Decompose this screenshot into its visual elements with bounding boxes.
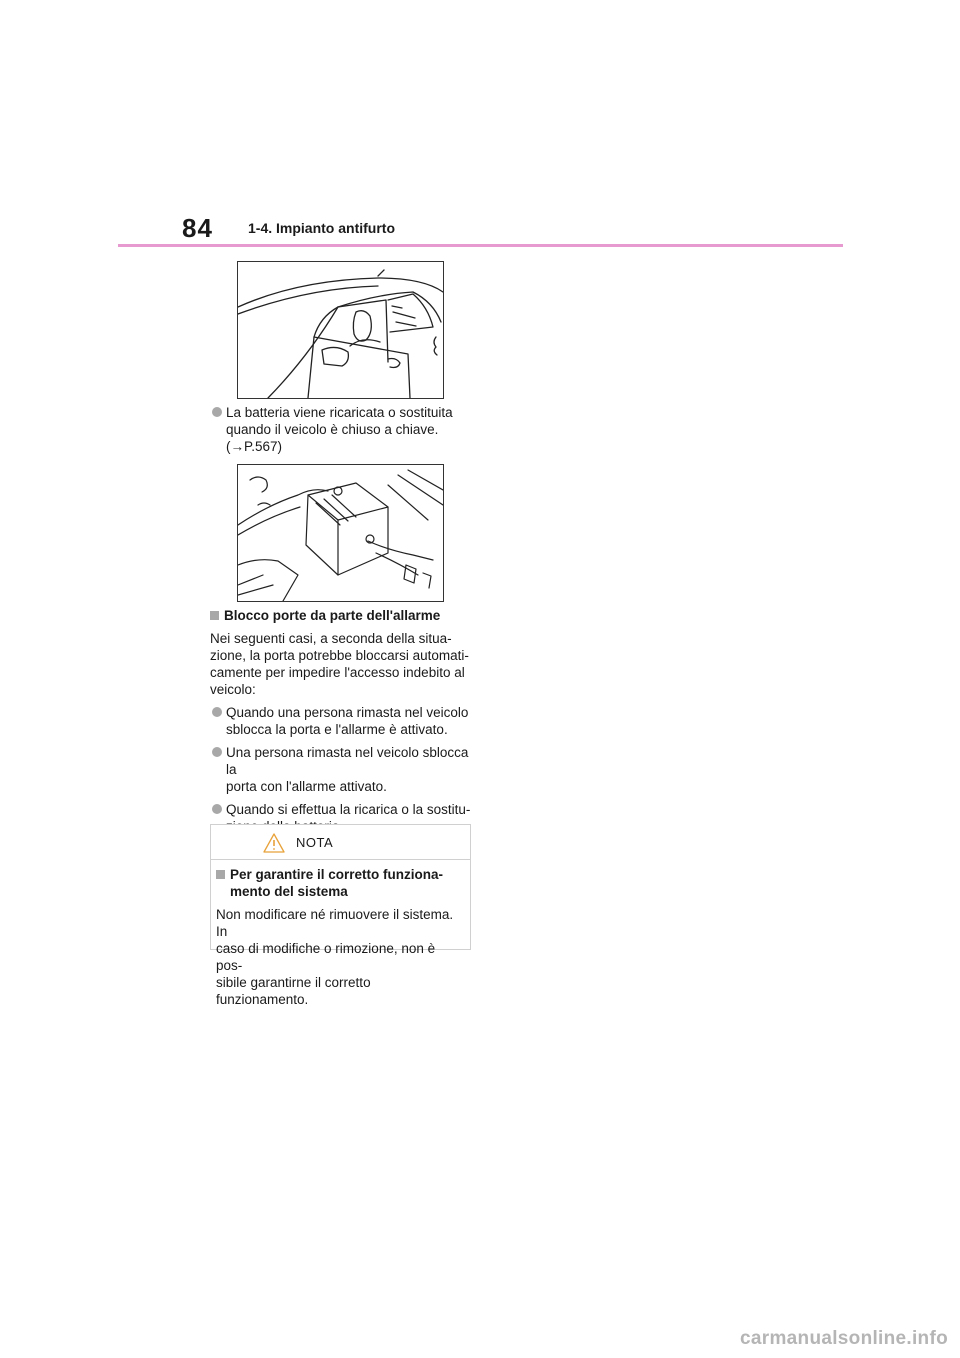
square-bullet-icon bbox=[210, 611, 219, 620]
bullet-icon bbox=[212, 707, 222, 717]
page-reference-link[interactable]: (→P.567) bbox=[226, 439, 283, 454]
note-box bbox=[210, 824, 471, 1007]
section-title: 1-4. Impianto antifurto bbox=[248, 220, 395, 236]
section-heading: Blocco porte da parte dell'allarme bbox=[224, 608, 441, 623]
note-line: sibile garantirne il corretto funzionamento. bbox=[216, 975, 371, 1007]
list-item-text: Una persona rimasta nel veicolo sblocca la bbox=[226, 745, 469, 777]
watermark: carmanualsonline.info bbox=[740, 1328, 948, 1349]
list-item bbox=[210, 404, 472, 455]
warning-triangle-icon bbox=[263, 833, 285, 853]
list-item-text: porta con l'allarme attivato. bbox=[226, 779, 387, 794]
note-heading bbox=[216, 866, 465, 900]
square-bullet-icon bbox=[216, 870, 225, 879]
battery-note-list bbox=[210, 404, 472, 455]
bullet-icon bbox=[212, 407, 222, 417]
note-heading-text: Per garantire il corretto funziona- bbox=[230, 867, 444, 882]
note-heading-text: mento del sistema bbox=[230, 884, 348, 899]
intro-paragraph bbox=[210, 630, 472, 698]
note-header bbox=[211, 825, 470, 860]
car-window-illustration bbox=[237, 261, 444, 399]
alarm-door-lock-section bbox=[210, 607, 472, 835]
note-text bbox=[216, 906, 465, 1008]
list-item bbox=[210, 744, 472, 795]
note-line: Non modificare né rimuovere il sistema. In bbox=[216, 907, 454, 939]
list-item-text: sblocca la porta e l'allarme è attivato. bbox=[226, 722, 448, 737]
bullet-icon bbox=[212, 747, 222, 757]
list-item-text: Quando si effettua la ricarica o la sostitu- bbox=[226, 802, 471, 817]
battery-illustration bbox=[237, 464, 444, 602]
bullet-icon bbox=[212, 804, 222, 814]
note-title: NOTA bbox=[296, 835, 334, 850]
paragraph-line: Nei seguenti casi, a seconda della situa- bbox=[210, 631, 452, 646]
list-item-text: La batteria viene ricaricata o sostituita bbox=[226, 405, 453, 420]
paragraph-line: veicolo: bbox=[210, 682, 256, 697]
list-item-text: Quando una persona rimasta nel veicolo bbox=[226, 705, 469, 720]
paragraph-line: zione, la porta potrebbe bloccarsi automati- bbox=[210, 648, 469, 663]
list-item-text: quando il veicolo è chiuso a chiave. bbox=[226, 422, 439, 437]
list-item bbox=[210, 704, 472, 738]
page-number: 84 bbox=[182, 213, 213, 243]
header-rule bbox=[118, 244, 843, 247]
note-line: caso di modifiche o rimozione, non è pos- bbox=[216, 941, 436, 973]
paragraph-line: camente per impedire l'accesso indebito al bbox=[210, 665, 465, 680]
